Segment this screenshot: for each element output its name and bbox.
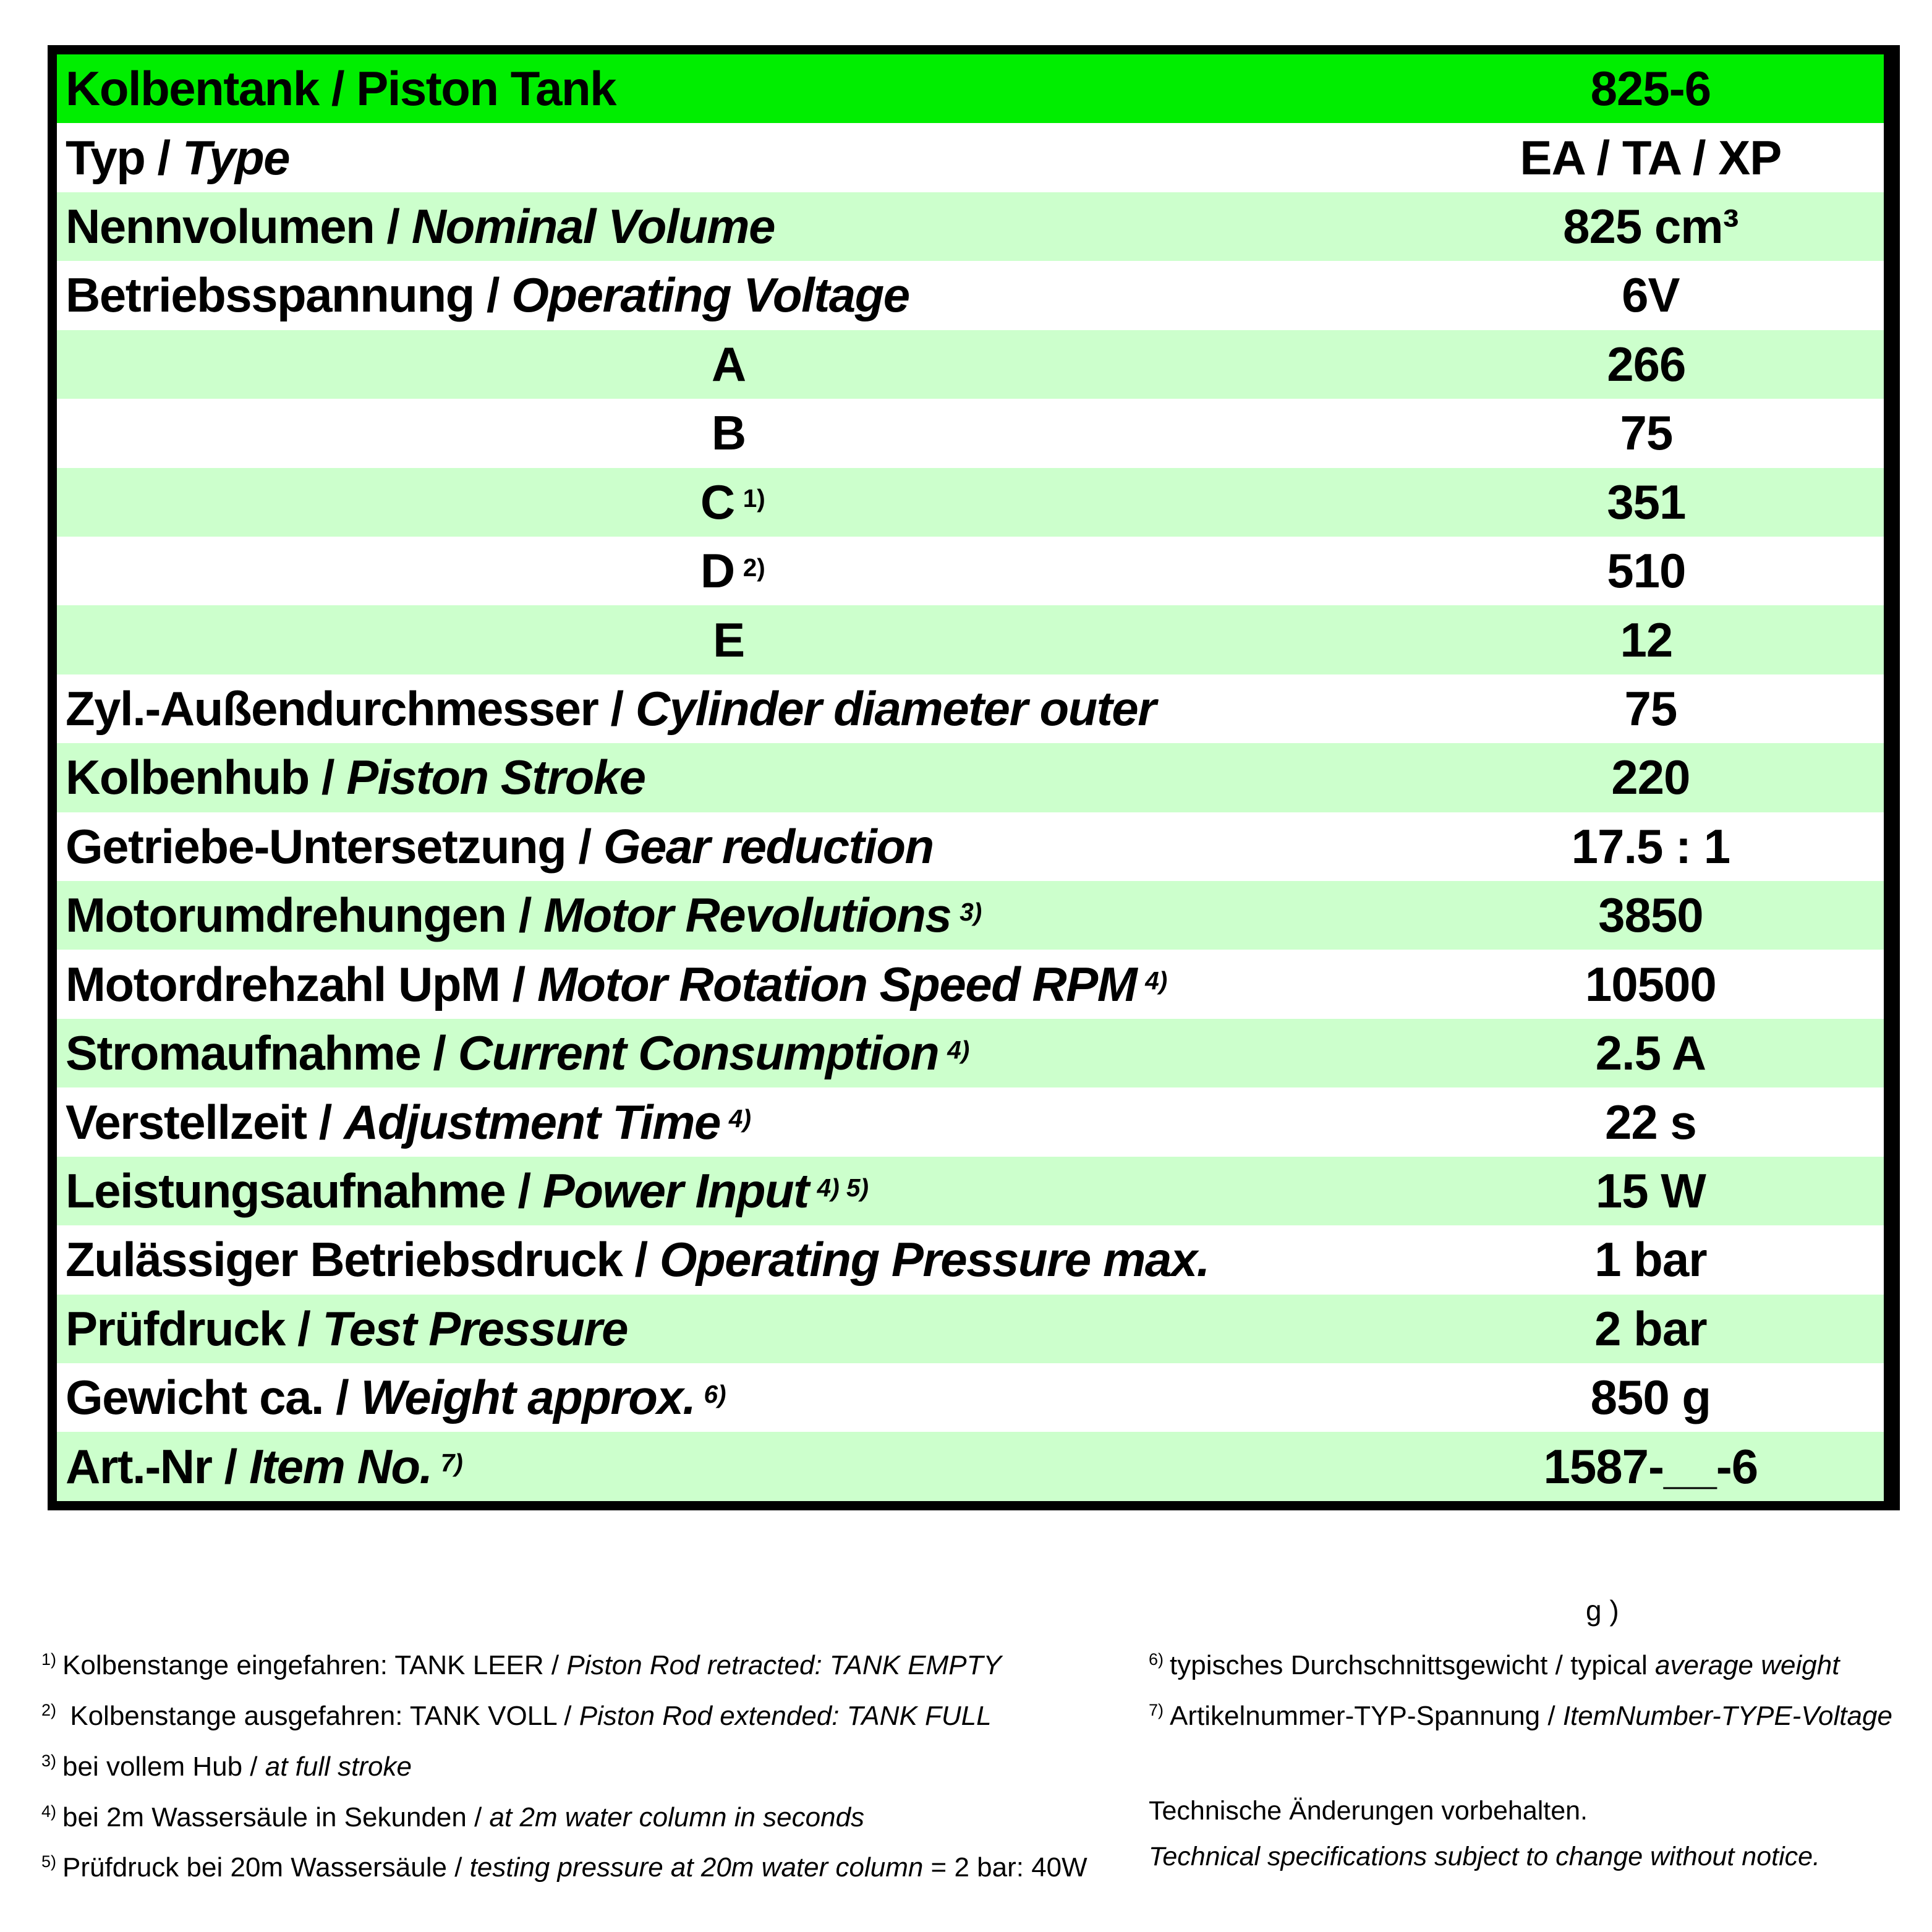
footnote-line: [1149, 1688, 1892, 1738]
footnote-de: Kolbenstange ausgefahren: TANK VOLL: [62, 1700, 557, 1731]
footnote-ref: 6): [704, 1379, 726, 1408]
row-label-en: Test Pressure: [322, 1301, 628, 1356]
row-label-de: Leistungsaufnahme: [66, 1163, 506, 1218]
row-value: 10500: [1585, 956, 1716, 1011]
footnote-de: typisches Durchschnittsgewicht: [1170, 1649, 1548, 1680]
footnote-ref: 2): [743, 553, 765, 582]
footnote-line: [41, 1637, 1087, 1688]
table-row: [57, 812, 1884, 881]
row-label-en: Weight approx.: [360, 1370, 696, 1425]
row-label: [57, 749, 1418, 806]
footnote-ref: 4): [1145, 966, 1168, 995]
dimension-letter: A: [711, 336, 746, 391]
footnote-line: [41, 1738, 1087, 1789]
table-row: [57, 743, 1884, 812]
row-label: [57, 956, 1418, 1013]
label-separator: /: [309, 750, 347, 805]
footnote-de: bei 2m Wassersäule in Sekunden: [62, 1802, 467, 1832]
footnote-de: Artikelnummer-TYP-Spannung: [1170, 1700, 1548, 1731]
label-separator: /: [420, 1026, 458, 1081]
label-separator: /: [284, 1301, 323, 1356]
table-row: [57, 1157, 1884, 1225]
footnote-de: Kolbenstange eingefahren: TANK LEER: [62, 1649, 544, 1680]
spec-table: [48, 45, 1900, 1510]
row-value: 3850: [1598, 888, 1703, 943]
table-row: [57, 1295, 1884, 1363]
table-row-dimension-b: [57, 399, 1884, 467]
footnote-en: average weight: [1655, 1649, 1840, 1680]
footnote-separator: /: [446, 1852, 470, 1883]
label-separator: /: [598, 681, 636, 736]
row-value: 75: [1624, 681, 1677, 736]
row-label-en: Item No.: [249, 1439, 432, 1494]
row-label-de: Prüfdruck: [66, 1301, 285, 1356]
row-label-en: Piston Stroke: [346, 750, 645, 805]
table-row: [57, 1087, 1884, 1156]
row-label-en: Gear reduction: [603, 819, 934, 874]
notice-en: Technical specifications subject to change without notice.: [1149, 1842, 1821, 1871]
table-row: [57, 192, 1884, 261]
footnote-ref: 7): [440, 1449, 463, 1478]
page-title: Kolbentank / Piston Tank: [66, 61, 616, 116]
row-label: [57, 543, 1409, 599]
table-row: [57, 1432, 1884, 1500]
table-header-row: [57, 54, 1884, 123]
footnote-marker: 5): [41, 1852, 57, 1871]
footnote-line: [41, 1789, 1087, 1840]
footnote-line: [1149, 1637, 1892, 1688]
row-label-de: Zulässiger Betriebsdruck: [66, 1232, 623, 1287]
table-row-dimension-d: [57, 537, 1884, 605]
row-label: [57, 1025, 1418, 1081]
footnote-line: [41, 1688, 1087, 1738]
row-label: [57, 130, 1418, 186]
row-label: [57, 819, 1418, 875]
footnote-marker: 6): [1149, 1650, 1164, 1669]
footnote-ref: 1): [743, 484, 765, 513]
row-value: 6V: [1622, 268, 1680, 323]
row-label-de: Stromaufnahme: [66, 1026, 421, 1081]
row-label-de: Betriebsspannung: [66, 268, 474, 323]
dimension-letter: C: [700, 474, 734, 529]
table-row-dimension-a: [57, 330, 1884, 399]
row-value: 266: [1607, 336, 1686, 391]
row-value: 22 s: [1604, 1094, 1696, 1149]
row-value: 220: [1611, 750, 1690, 805]
footnote-separator: /: [1547, 1649, 1571, 1680]
row-label-de: Art.-Nr: [66, 1439, 212, 1494]
row-value: 12: [1620, 612, 1673, 667]
footnote-separator: /: [556, 1700, 579, 1731]
footnote-en: Piston Rod retracted: TANK EMPTY: [566, 1649, 1002, 1680]
row-label-de: Motordrehzahl UpM: [66, 956, 500, 1011]
footnote-separator: /: [543, 1649, 567, 1680]
row-label-de: Verstellzeit: [66, 1094, 307, 1149]
footnote-marker: 7): [1149, 1700, 1164, 1719]
row-value: 825 cm³: [1563, 199, 1738, 254]
table-row: [57, 123, 1884, 192]
row-label: [57, 1163, 1418, 1219]
table-row-dimension-c: [57, 468, 1884, 537]
row-label: [57, 1439, 1418, 1495]
row-value: 1587-__-6: [1543, 1439, 1758, 1494]
footnote-en: ItemNumber-TYPE-Voltage: [1562, 1700, 1892, 1731]
row-label-de: Motorumdrehungen: [66, 888, 506, 943]
row-value: 2.5 A: [1595, 1026, 1706, 1081]
row-label: [57, 405, 1409, 461]
footnote-separator: /: [1547, 1700, 1563, 1731]
footnote-separator: /: [466, 1802, 490, 1832]
footnote-de: Prüfdruck bei 20m Wassersäule: [62, 1852, 447, 1883]
table-row: [57, 261, 1884, 330]
row-label: [57, 1232, 1418, 1288]
footnotes-right: [1149, 1637, 1892, 1738]
label-separator: /: [505, 1163, 543, 1218]
row-label-en: Motor Rotation Speed RPM: [537, 956, 1137, 1011]
footnote-separator: /: [242, 1751, 265, 1782]
row-label-en: Nominal Volume: [411, 199, 775, 254]
footnote-marker: 4): [41, 1802, 57, 1821]
row-label-en: Operating Pressure max.: [659, 1232, 1209, 1287]
row-label: [57, 474, 1409, 530]
table-row: [57, 950, 1884, 1018]
table-row: [57, 674, 1884, 743]
label-separator: /: [506, 888, 544, 943]
table-row: [57, 1363, 1884, 1432]
label-separator: /: [306, 1094, 344, 1149]
label-separator: /: [622, 1232, 660, 1287]
table-row: [57, 881, 1884, 950]
change-notice: [1149, 1788, 1820, 1879]
footnote-de: bei vollem Hub: [62, 1751, 243, 1782]
row-value: 75: [1620, 406, 1673, 461]
footnote-ref: 3): [960, 898, 982, 927]
row-label: [57, 612, 1409, 668]
footnotes-left: [41, 1637, 1087, 1890]
row-label: [57, 267, 1418, 323]
row-value: EA / TA / XP: [1520, 130, 1782, 185]
footnote-line: [41, 1839, 1087, 1890]
row-label: [57, 1094, 1418, 1151]
footnote-ref: 4): [728, 1104, 751, 1133]
row-label-de: Typ: [66, 130, 145, 185]
table-row: [57, 1225, 1884, 1294]
label-separator: /: [500, 956, 537, 1011]
footnote-en: at 2m water column in seconds: [489, 1802, 865, 1832]
dimension-letter: B: [711, 406, 746, 461]
row-label-de: Getriebe-Untersetzung: [66, 819, 566, 874]
row-value: 850 g: [1590, 1370, 1711, 1425]
row-label-en: Current Consumption: [457, 1026, 939, 1081]
label-separator: /: [145, 130, 182, 185]
notice-de: Technische Änderungen vorbehalten.: [1149, 1796, 1588, 1826]
table-row: [57, 1019, 1884, 1087]
row-label-en: Power Input: [542, 1163, 809, 1218]
footnote-marker: 3): [41, 1751, 57, 1770]
row-label: [57, 336, 1409, 393]
label-separator: /: [566, 819, 603, 874]
row-value: 2 bar: [1594, 1301, 1707, 1356]
label-separator: /: [474, 268, 512, 323]
label-separator: /: [323, 1370, 361, 1425]
row-label-en: Type: [182, 130, 290, 185]
row-label-en: Cylinder diameter outer: [635, 681, 1155, 736]
footnote-en: at full stroke: [265, 1751, 412, 1782]
row-label-de: Gewicht ca.: [66, 1370, 323, 1425]
dimension-letter: E: [713, 612, 744, 667]
clipped-text-fragment: g ): [1586, 1594, 1619, 1627]
row-label-de: Kolbenhub: [66, 750, 309, 805]
row-value: 15 W: [1595, 1163, 1706, 1218]
footnote-ref: 4) 5): [817, 1173, 869, 1202]
model-code: 825-6: [1590, 61, 1711, 116]
table-row-dimension-e: [57, 605, 1884, 674]
row-label-en: Adjustment Time: [344, 1094, 720, 1149]
dimension-letter: D: [700, 543, 734, 598]
label-separator: /: [211, 1439, 250, 1494]
footnote-en: Piston Rod extended: TANK FULL: [579, 1700, 992, 1731]
footnote-en: testing pressure at 20m water column: [469, 1852, 924, 1883]
row-label-en: Operating Voltage: [511, 268, 909, 323]
row-label: [57, 887, 1418, 943]
row-label: [57, 681, 1418, 737]
footnote-marker: 1): [41, 1650, 57, 1669]
row-label-de: Zyl.-Außendurchmesser: [66, 681, 598, 736]
footnote-tail: = 2 bar: 40W: [923, 1852, 1087, 1883]
row-label: [57, 1301, 1418, 1357]
footnote-ref: 4): [947, 1035, 970, 1064]
label-separator: /: [374, 199, 412, 254]
footnote-marker: 2): [41, 1700, 57, 1719]
row-value: 510: [1607, 543, 1686, 598]
row-value: 1 bar: [1594, 1232, 1707, 1287]
row-label: [57, 1369, 1418, 1426]
row-label: [57, 198, 1418, 255]
row-value: 351: [1607, 474, 1686, 529]
row-value: 17.5 : 1: [1571, 819, 1730, 874]
row-label-en: Motor Revolutions: [543, 888, 951, 943]
footnote-en-upright: typical: [1570, 1649, 1656, 1680]
row-label-de: Nennvolumen: [66, 199, 375, 254]
